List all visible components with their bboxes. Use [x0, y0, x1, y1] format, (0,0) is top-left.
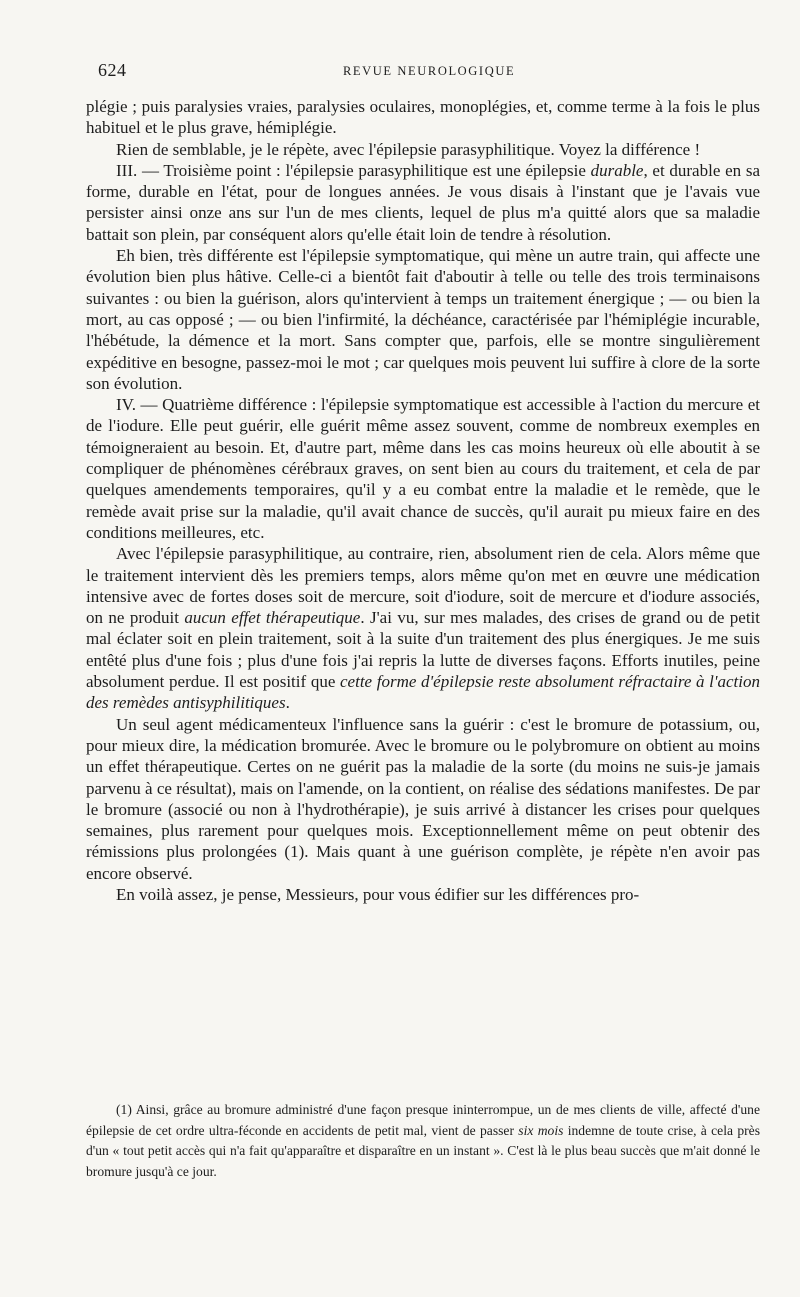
paragraph: [86, 245, 760, 394]
text-run: Avec l'épilepsie parasyphilitique, au contraire, rien, absolument rien de cela. Alors même que le traitement intervient dès les premiers temps, alors même qu'on met en œuvre une médication intensive avec de fortes doses soit de mercure, soit d'iodure, soit de mercure et d'iodure associés, on ne produit: [86, 544, 760, 628]
text-run: . J'ai vu, sur mes malades, des crises de grand ou de petit mal éclater soit en plein traitement, soit à la suite d'un traitement des plus énergiques. Je me suis entêté plus d'une fois ; plus d'une fois j'ai repris la lutte de diverses façons. Efforts inutiles, peine absolument perdue. Il est positif que: [86, 608, 761, 692]
text-run: Rien de semblable, je le répète, avec l'épilepsie parasyphilitique. Voyez la différence !: [116, 139, 701, 159]
paragraph: [86, 160, 760, 245]
body-text: [86, 96, 760, 905]
paragraph: [86, 139, 760, 160]
text-run: III. — Troisième point : l'épilepsie parasyphilitique est une épilepsie: [116, 160, 591, 180]
text-run: (1) Ainsi, grâce au bromure administré d'une façon presque ininterrompue, un de mes clients de ville, affecté d'une épilepsie de cet ordre ultra-féconde en accidents de petit mal, vient de passer: [86, 1102, 760, 1138]
text-run: .: [285, 693, 290, 713]
text-run: Un seul agent médicamenteux l'influence sans la guérir : c'est le bromure de potassium, ou, pour mieux dire, la médication bromurée. Avec le bromure ou le polybromure on obtient au moins un effet thérapeutique. Certes on ne guérit pas la maladie de la sorte (du moins ne suis-je jamais parvenu à ce résultat), mais on l'amende, on la contient, on réalise des sédations manifestes. De par le bromure (associé ou non à l'hydrothérapie), je suis arrivé à distancer les crises pour quelques semaines, plus rarement pour quelques mois. Exceptionnellement même on peut obtenir des rémissions plus prolongées (1). Mais quant à une guérison complète, je répète n'en avoir pas encore observé.: [86, 714, 760, 883]
text-run: IV. — Quatrième différence : l'épilepsie symptomatique est accessible à l'action du mercure et de l'iodure. Elle peut guérir, elle guérit même assez souvent, comme de nombreux exemples en témoigneraient au besoin. Et, d'autre part, même dans les cas moins heureux où elle aboutit à se compliquer de phénomènes cérébraux graves, on sent bien au cours du traitement, et cela de par quelques amendements temporaires, qu'il y a eu combat entre la maladie et le remède, que le remède avait prise sur la maladie, qu'il avait chance de succès, qu'il aurait pu mieux faire en des conditions meilleures, etc.: [86, 395, 760, 542]
journal-title: REVUE NEUROLOGIQUE: [343, 64, 516, 78]
italic-text: six mois: [518, 1122, 564, 1138]
text-run: En voilà assez, je pense, Messieurs, pour vous édifier sur les différences pro-: [116, 884, 640, 904]
text-run: Eh bien, très différente est l'épilepsie symptomatique, qui mène un autre train, qui affecte une évolution bien plus hâtive. Celle-ci a bientôt fait d'aboutir à telle ou telle des trois terminaisons suivantes : ou bien la guérison, alors qu'intervient à temps un traitement énergique ; — ou bien la mort, au cas opposé ; — ou bien l'infirmité, la déchéance, caractérisée par l'hémiplégie incurable, l'hébétude, la démence et la mort. Sans compter que, parfois, elle se montre singulièrement expéditive en besogne, passez-moi le mot ; car quelques mois peuvent lui suffire à clore de la sorte son évolution.: [86, 246, 760, 393]
footnote: [86, 1100, 760, 1182]
paragraph: [86, 714, 760, 884]
italic-text: durable: [590, 160, 644, 180]
paragraph: [86, 96, 760, 139]
italic-text: cette forme d'épilepsie reste absolument réfractaire à l'action des remèdes antisyphilitiques: [86, 672, 760, 713]
footnotes: [86, 1100, 760, 1182]
paragraph: [86, 884, 760, 905]
page-number: 624: [98, 60, 127, 80]
italic-text: aucun effet thérapeutique: [184, 608, 361, 628]
text-run: , et durable en sa forme, durable en l'état, pour de longues années. Je vous disais à l'instant que je l'avais vue persister ainsi onze ans sur l'un de mes clients, lequel de plus m'a quitté alors que sa maladie battait son plein, par conséquent alors qu'elle était loin de tendre à résolution.: [86, 160, 760, 244]
paragraph: [86, 394, 760, 543]
paragraph: [86, 543, 760, 713]
text-run: plégie ; puis paralysies vraies, paralysies oculaires, monoplégies, et, comme terme à la fois le plus habituel et le plus grave, hémiplégie.: [86, 97, 760, 138]
text-run: indemne de toute crise, à cela près d'un « tout petit accès qui n'a fait qu'apparaître et disparaître en un instant ». C'est là le plus beau succès que m'ait donné le bromure jusqu'à ce jour.: [86, 1122, 760, 1179]
running-head: [98, 60, 758, 86]
